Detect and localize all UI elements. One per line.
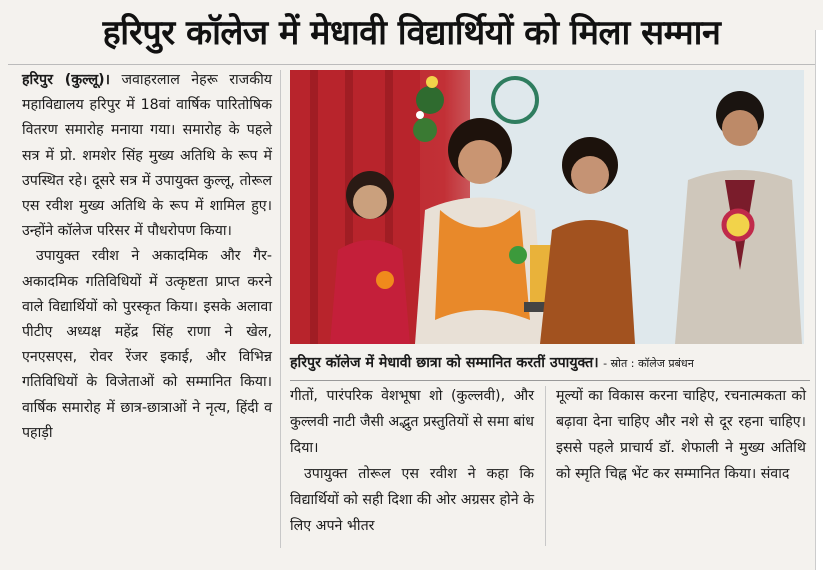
news-photo (290, 70, 804, 344)
headline-rule (8, 64, 815, 65)
headline: हरिपुर कॉलेज में मेधावी विद्यार्थियों को मिला सम्मान (102, 13, 721, 53)
right-paragraph-1: मूल्यों का विकास करना चाहिए, रचनात्मकता को बढ़ावा देना चाहिए और नशे से दूर रहना चाहिए। इससे पहले प्राचार्य डॉ. शेफाली ने मुख्य अतिथि को स्मृति चिह्न भेंट कर सम्मानित किया। संवाद (556, 388, 806, 482)
dateline: हरिपुर (कुल्लू)। (22, 72, 111, 88)
caption-rule (290, 380, 810, 381)
photo-illustration (290, 70, 804, 344)
column-divider-2 (545, 386, 546, 546)
left-paragraph-1 (22, 68, 272, 244)
column-divider (280, 70, 281, 548)
left-column (22, 68, 272, 446)
caption-credit: - स्रोत : कॉलेज प्रबंधन (603, 357, 694, 370)
mid-paragraph-1: गीतों, पारंपरिक वेशभूषा शो (कुल्लवी), और कुल्लवी नाटी जैसी अद्भुत प्रस्तुतियों से समा बांध दिया। (290, 388, 534, 456)
mid-paragraph-2: उपायुक्त तोरूल एस रवीश ने कहा कि विद्यार्थियों को सही दिशा की ओर अग्रसर होने के लिए अपने भीतर (290, 466, 534, 534)
left-paragraph-1-text: जवाहरलाल नेहरू राजकीय महाविद्यालय हरिपुर में 18वां वार्षिक पारितोषिक वितरण समारोह मनाया गया। समारोह के पहले सत्र में प्रो. शमशेर सिंह मुख्य अतिथि के रूप में उपस्थित रहे। दूसरे सत्र में उपायुक्त कुल्लू, तोरूल एस रवीश मुख्य अतिथि के रूप में शामिल हुए। उन्होंने कॉलेज परिसर में पौधरोपण किया। (22, 72, 272, 240)
middle-column (290, 383, 534, 539)
caption-text: हरिपुर कॉलेज में मेधावी छात्रा को सम्मानित करतीं उपायुक्त। (290, 355, 599, 371)
page-edge (815, 30, 823, 570)
photo-caption (290, 348, 810, 378)
left-paragraph-2: उपायुक्त रवीश ने अकादमिक और गैर-अकादमिक गतिविधियों में उत्कृष्टता प्राप्त करने वाले विद्यार्थियों को पुरस्कृत किया। इसके अलावा पीटीए अध्यक्ष महेंद्र सिंह राणा ने खेल, एनएसएस, रोवर रेंजर इकाई, और विभिन्न गतिविधियों के विजेताओं को सम्मानित किया। वार्षिक समारोह में छात्र-छात्राओं ने नृत्य, हिंदी व पहाड़ी (22, 248, 272, 441)
right-column (556, 383, 806, 487)
